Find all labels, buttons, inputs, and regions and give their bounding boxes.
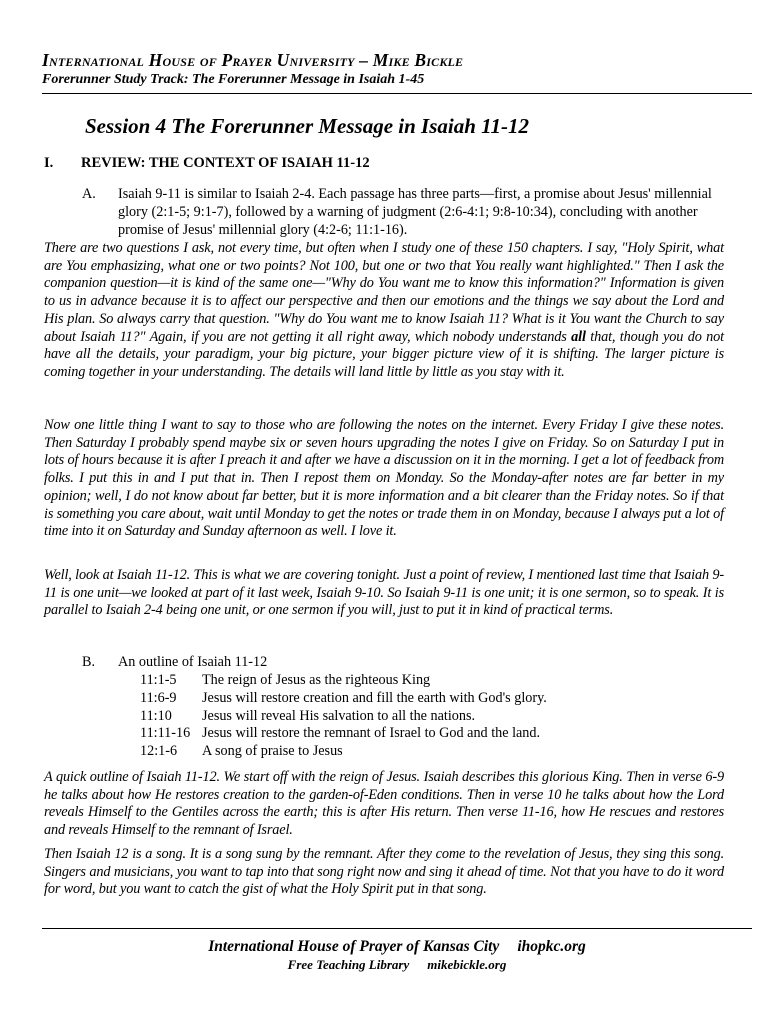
point-a-text: Isaiah 9-11 is similar to Isaiah 2-4. Each passage has three parts—first, a promise about Jesus' millennial glory (2:1-5; 9:1-7), followed by a warning of judgment (2:6-4:1; 9:8-10:34), concluding with another promise of Jesus' millennial glory (4:2-6; 11:1-16). [118,186,712,238]
page-header [42,50,752,94]
paragraph-1-bold: all [571,328,586,345]
paragraph-5: Then Isaiah 12 is a song. It is a song sung by the remnant. After they come to the revelation of Jesus, they sing this song. Singers and musicians, you want to tap into that song right now and sing it ahead of time. Not that you have to do it word for word, but you want to catch the gist of what the Holy Spirit put in that song. [44,846,724,898]
paragraph-3: Well, look at Isaiah 11-12. This is what we are covering tonight. Just a point of review, I mentioned last time that Isaiah 9-11 is one unit—we looked at part of it last week, Isaiah 9-10. So Isaiah 9-11 is one unit; it is one sermon, so to speak. It is parallel to Isaiah 2-4 being one unit, or one sermon if you will, just to put it in kind of practical terms. [44,567,724,619]
footer-site-link[interactable]: ihopkc.org [517,938,586,955]
point-b-label: B. [82,654,96,670]
outline-row [140,708,547,726]
header-author: Mike Bickle [372,50,464,70]
footer-line-2 [42,956,752,973]
outline-desc: Jesus will reveal His salvation to all the nations. [202,707,476,724]
header-divider [42,93,752,94]
outline-ref: 11:11-16 [140,725,191,742]
outline-row [140,743,547,761]
footer-org: International House of Prayer of Kansas City [208,938,500,955]
outline-ref: 11:10 [140,707,172,724]
outline-ref: 12:1-6 [140,743,178,760]
outline-row [140,725,547,743]
section-heading-text: REVIEW: THE CONTEXT OF ISAIAH 11-12 [81,155,370,171]
footer-site2-link[interactable]: mikebickle.org [427,957,507,972]
outline-row [140,672,547,690]
outline-desc: Jesus will restore the remnant of Israel to God and the land. [202,725,541,742]
header-dash: – [354,50,373,70]
header-title-line [42,50,752,71]
outline-ref: 11:1-5 [140,672,177,688]
footer-library: Free Teaching Library [287,957,410,972]
point-b-text: An outline of Isaiah 11-12 [118,654,268,670]
outline-desc: A song of praise to Jesus [202,743,343,760]
outline-desc: The reign of Jesus as the righteous King [202,672,431,688]
section-number: I. [44,155,54,171]
point-a [82,186,722,239]
section-heading [44,154,370,172]
outline-list [140,672,547,761]
point-a-label: A. [82,186,96,202]
header-subtitle: Forerunner Study Track: The Forerunner Message in Isaiah 1-45 [42,72,425,87]
footer-divider [42,928,752,929]
footer-line-1 [42,937,752,956]
paragraph-1 [44,240,724,382]
paragraph-2: Now one little thing I want to say to those who are following the notes on the internet. Every Friday I give these notes. Then Saturday I probably spend maybe six or seven hours upgrading the notes I give on Friday. So on Saturday I put in lots of hours because it is after I preach it and after we have a discussion on it in the morning. I get a lot of feedback from folks. I put this in and I put that in. Then I repost them on Monday. So the Monday-after notes are far better in my opinion; well, I do not know about far better, but it is more information and a bit clearer than the Friday notes. So if that is something you care about, wait until Monday to get the notes or trade them in on Monday, because I always put a lot of time into it on Saturday and Sunday afternoon as well. I love it. [44,417,724,540]
session-title: Session 4 The Forerunner Message in Isaiah 11-12 [85,114,530,138]
outline-desc: Jesus will restore creation and fill the earth with God's glory. [202,689,547,706]
paragraph-4: A quick outline of Isaiah 11-12. We start off with the reign of Jesus. Isaiah describes this glorious King. Then in verse 6-9 he talks about how He restores creation to the garden-of-Eden conditions. Then in verse 10 he talks about how the Lord reveals Himself to the Gentiles across the earth; this is after His return. Then verse 11-16, how He rescues and restores and reveals Himself to the remnant of Israel. [44,769,724,839]
paragraph-1-text-b: that, though you do not have all the details, your paradigm, your big picture, your bigger picture view of it is shifting. The larger picture is coming together in your understanding. The details will land little by little as you stay with it. [44,328,724,380]
point-b [82,654,722,672]
outline-row [140,690,547,708]
page-footer [42,928,752,973]
paragraph-1-text-a: There are two questions I ask, not every time, but often when I study one of these 150 chapters. I say, "Holy Spirit, what are You emphasizing, what one or two points? Not 100, but one or two that You really want highlighted." Then I ask the companion question—it is kind of the same one—"Why do You want me to know this information?" Information is given to us in advance because it is to affect our perspective and then our emotions and the things we say about the Lord and His plan. So always carry that question. "Why do You want me to know Isaiah 11? What is it You want the Church to say about Isaiah 11?" Again, if you are not getting it all right away, which nobody understands [44,240,724,345]
outline-ref: 11:6-9 [140,689,177,706]
header-title: International House of Prayer University [42,50,355,70]
